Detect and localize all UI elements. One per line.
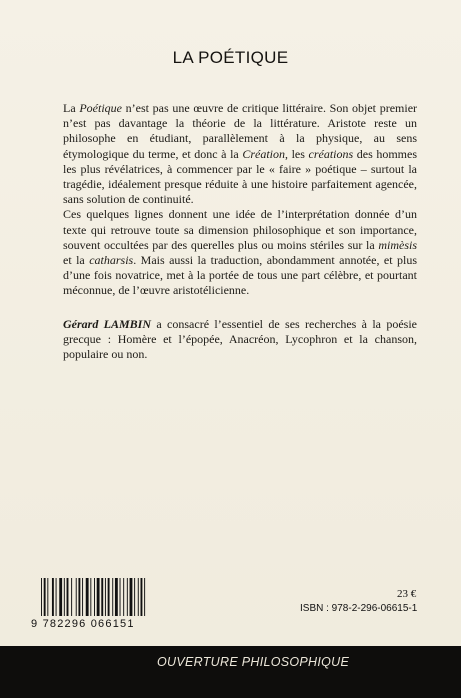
p1-g: des hommes les plus révélatrices, à commencer par le « faire » poétique – surtout la tragédie, idéalement presque réduite à une histoire parfaitement agencée, sans solution de continuité. [63,146,417,207]
p1-creation: Création [242,146,285,161]
barcode-bar [112,578,113,616]
barcode-bar [141,578,143,616]
barcode-bar [127,578,128,616]
barcode-bar [90,578,91,616]
book-title: LA POÉTIQUE [172,48,289,67]
barcode-bar [134,578,135,616]
author-name: Gérard LAMBIN [63,316,152,331]
barcode-bar [41,578,42,616]
barcode-bar [123,578,124,616]
author-bio [63,317,417,363]
barcode-bar [130,578,133,616]
barcode-bar [64,578,65,616]
isbn-number: ISBN : 978-2-296-06615-1 [300,603,418,614]
barcode-bar [44,578,46,616]
barcode-bar [105,578,106,616]
p2-c: et la [63,253,90,268]
p2-catharsis: catharsis [89,253,134,268]
paragraph-1 [63,101,417,207]
barcode-bar [71,578,72,616]
p2-a: Ces quelques lignes donnent une idée de l’interprétation donnée d’un texte qui retrouve toute sa dimension philosophique et son importance, souvent occultées par des querelles plus ou moins stériles sur la [63,207,417,252]
barcode-bar [101,578,103,616]
p1-c: n’est pas une œuvre de critique littéraire. Son objet premier n’est pas davantage la théorie de la littérature. Aristote reste un philosophe en étudiant, parallèlement à la physique, au sens étymologique du terme, et donc à la [63,101,418,161]
p2-e: . Mais aussi la traduction, abondamment annotée, et plus d’une fois novatrice, met à la portée de tous une part célèbre, et pourtant méconnue, de l’œuvre aristotélicienne. [63,253,417,298]
barcode-bar [120,578,121,616]
series-band [0,646,461,698]
p2-mimesis: mimèsis [378,237,417,252]
barcode-bar [82,578,83,616]
barcode-bar [138,578,139,616]
description-text [63,101,417,362]
barcode-bar [47,578,48,616]
barcode-bar [78,578,80,616]
barcode-image [41,578,167,616]
barcode-bar [76,578,77,616]
barcode-bar [67,578,69,616]
paragraph-2 [63,207,417,298]
price: 23 € [397,588,417,600]
series-name: OUVERTURE PHILOSOPHIQUE [157,655,350,669]
barcode-bar [56,578,57,616]
barcode-digits: 9 782296 066151 [31,618,135,630]
p1-a: La [63,101,80,115]
p1-creations: créations [308,146,354,161]
barcode-bar [52,578,54,616]
p1-poetique: Poétique [79,101,122,115]
p1-e: , les [285,146,309,161]
bio-text: a consacré l’essentiel de ses recherches à la poésie grecque : Homère et l’épopée, Anacréon, Lycophron et la chanson, populaire ou non. [63,316,417,362]
barcode-bar [108,578,110,616]
barcode-bar [59,578,62,616]
barcode-bar [86,578,89,616]
barcode-bar [97,578,100,616]
barcode-bar [144,578,145,616]
barcode-bar [115,578,118,616]
barcode-bar [94,578,95,616]
